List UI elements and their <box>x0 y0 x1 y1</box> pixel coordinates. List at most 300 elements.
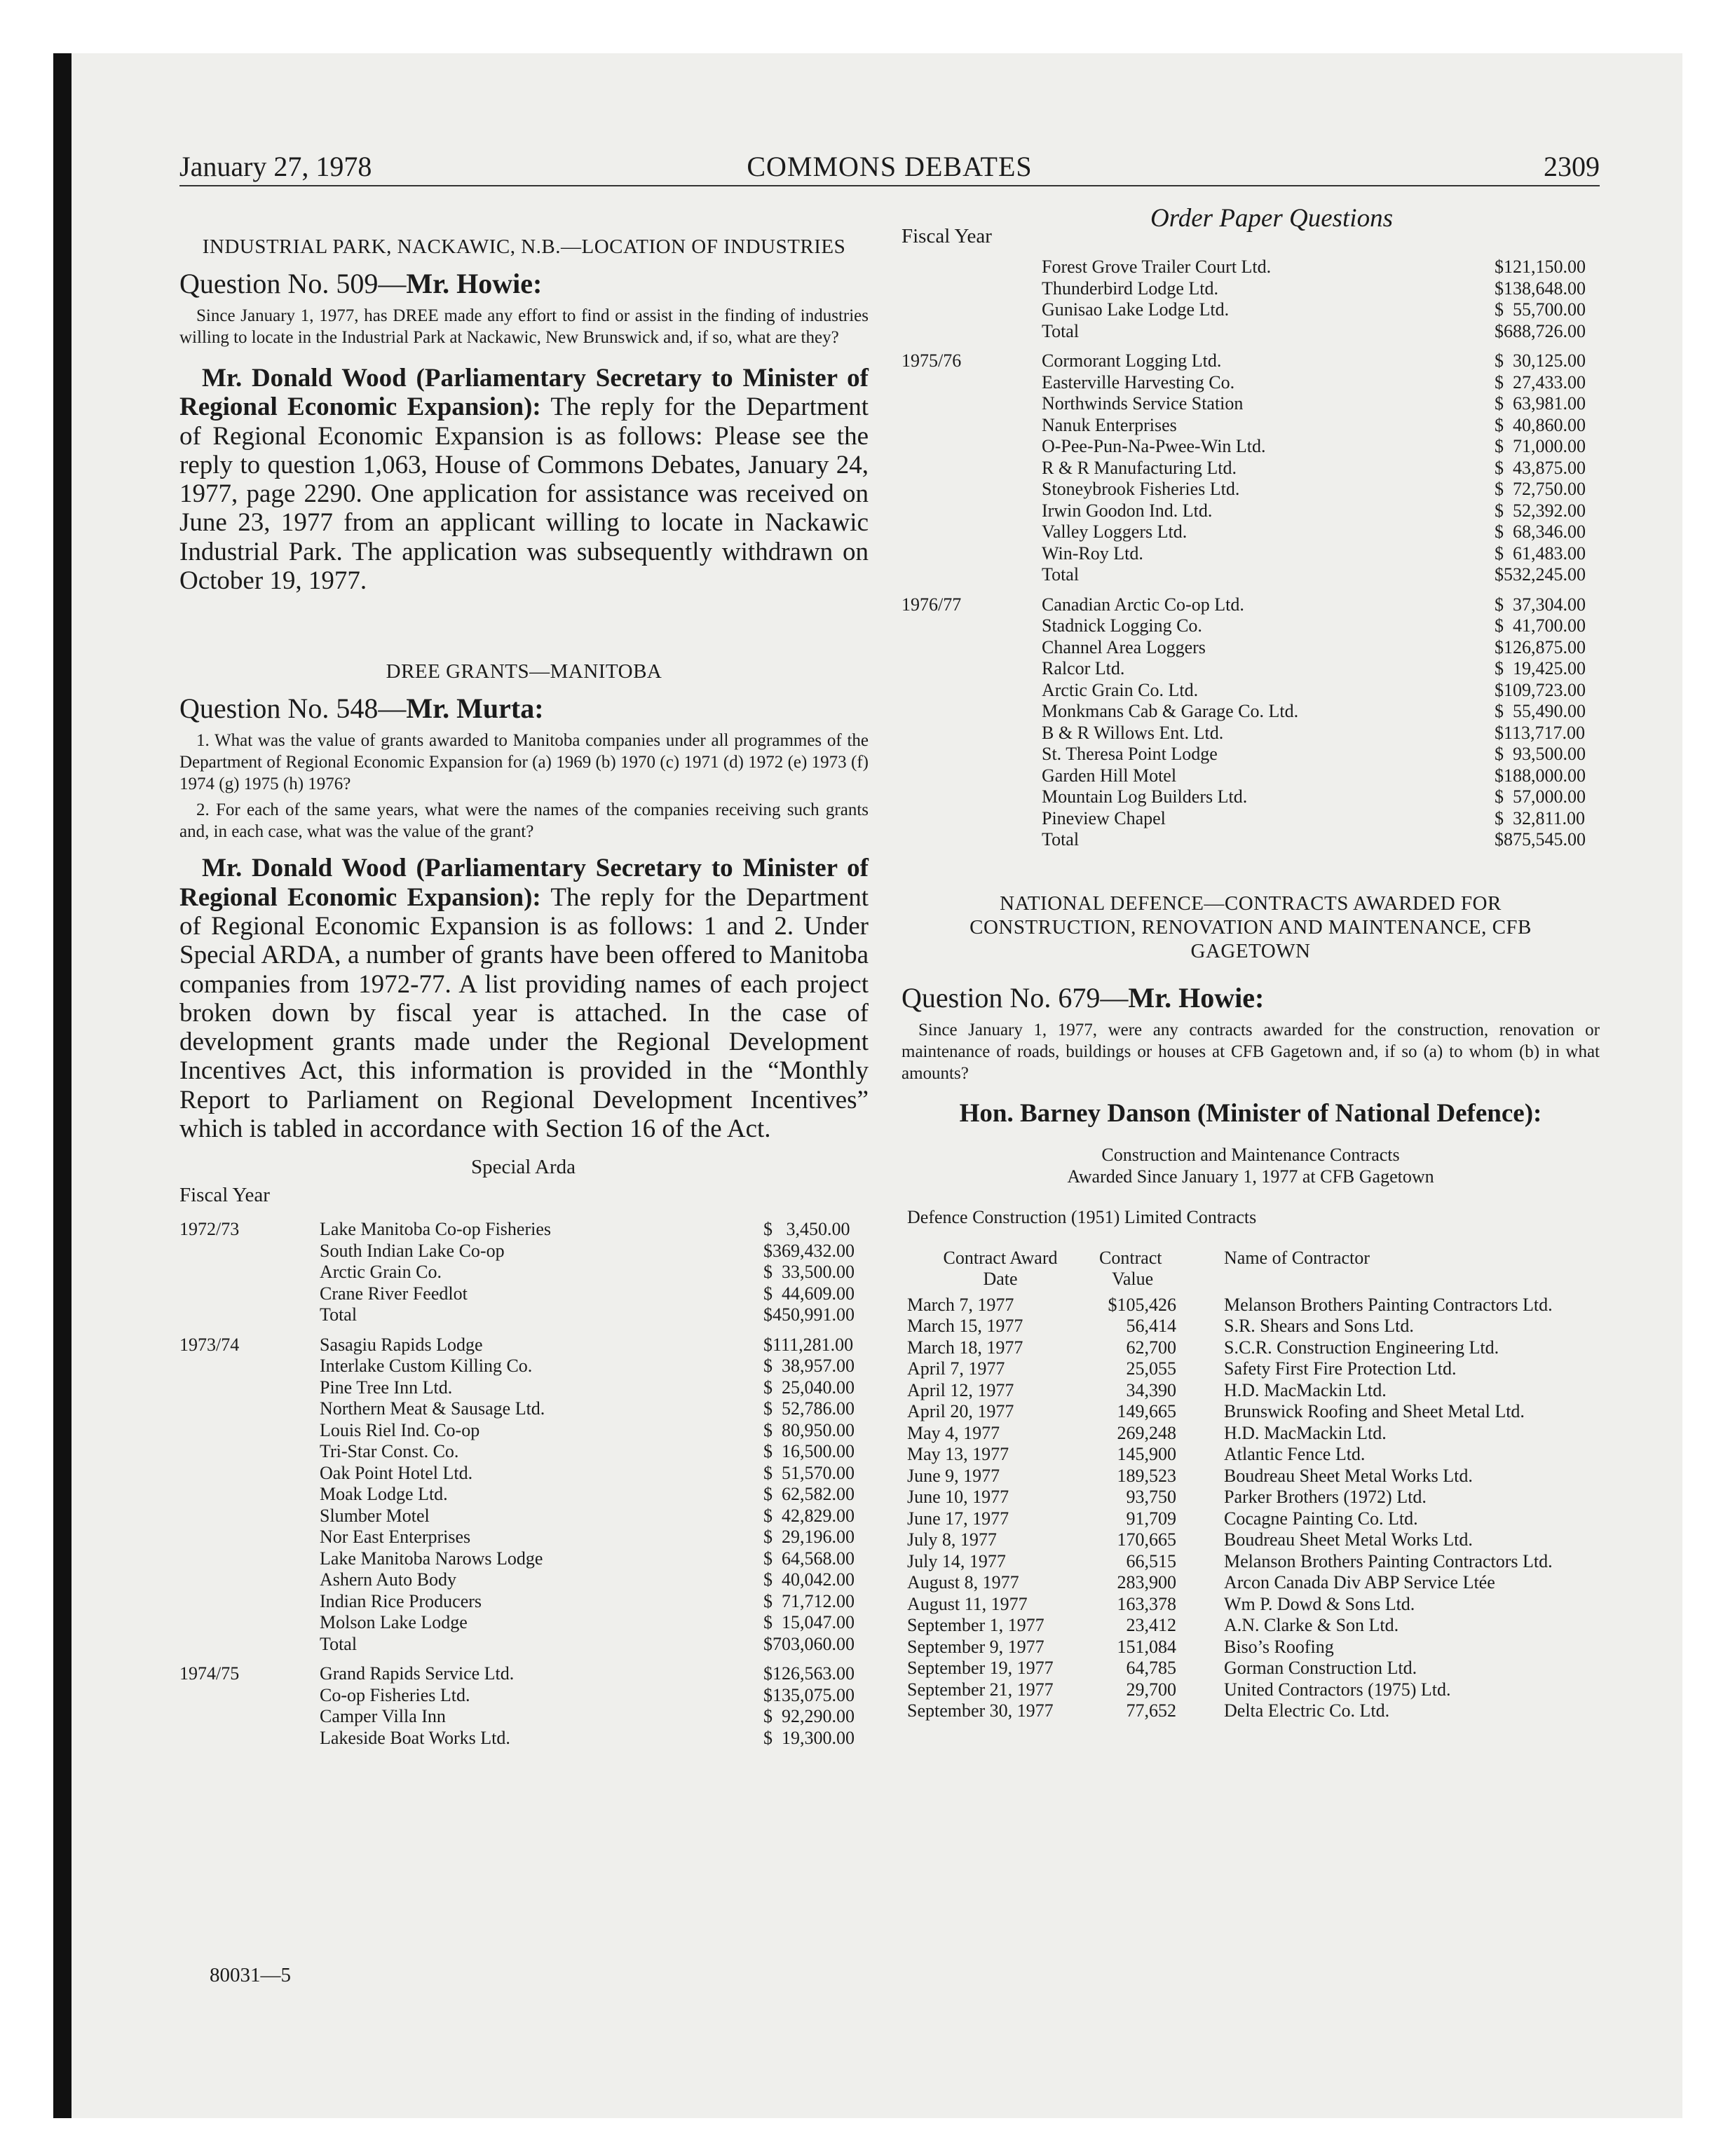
spacer-cell <box>179 1326 869 1335</box>
total-label: Total <box>1042 829 1080 850</box>
contractor-name: Biso’s Roofing <box>1224 1636 1334 1657</box>
grant-amount: $138,648.00 <box>1495 278 1586 299</box>
contract-date: May 13, 1977 <box>907 1444 1009 1464</box>
header-date: January 27, 1978 <box>179 151 372 182</box>
contractor-name: H.D. MacMackin Ltd. <box>1224 1379 1387 1400</box>
contract-row <box>901 1444 1600 1466</box>
grant-total: $875,545.00 <box>1495 829 1586 850</box>
fiscal-year-cell <box>179 1548 320 1570</box>
fiscal-year-cell <box>901 658 1042 680</box>
grant-row <box>179 1663 869 1685</box>
q679-text: Since January 1, 1977, were any contracts awarded for the construction, renovation or maintenance of roads, buildings or houses at CFB Gagetown and, if so (a) to whom (b) in what amounts? <box>901 1020 1600 1083</box>
company-name: Canadian Arctic Co-op Ltd. <box>1042 594 1244 615</box>
contractor-name: A.N. Clarke & Son Ltd. <box>1224 1615 1399 1635</box>
q548-speaker: Mr. Donald Wood (Parliamentary Secretary to Minister of Regional Economic Expansion): <box>179 854 869 912</box>
grant-row <box>901 458 1600 479</box>
contractor-name: S.C.R. Construction Engineering Ltd. <box>1224 1337 1499 1358</box>
company-name: Grand Rapids Service Ltd. <box>320 1663 515 1684</box>
grant-row <box>179 1262 869 1283</box>
fiscal-year-cell: 1974/75 <box>179 1663 240 1684</box>
grant-amount: $ 32,811.00 <box>1495 807 1586 828</box>
grant-amount: $ 80,950.00 <box>763 1419 855 1440</box>
contractor-name: Parker Brothers (1972) Ltd. <box>1224 1487 1427 1507</box>
q509-question-line <box>179 267 869 301</box>
contract-value: 283,900 <box>1117 1572 1176 1592</box>
grant-row <box>179 1527 869 1548</box>
grant-total: $532,245.00 <box>1495 564 1586 585</box>
grant-total-row <box>179 1634 869 1656</box>
contracts-table <box>901 1248 1600 1722</box>
grant-row <box>179 1484 869 1506</box>
grant-row <box>901 278 1600 300</box>
grant-total: $703,060.00 <box>763 1633 855 1654</box>
contract-date: April 12, 1977 <box>907 1379 1014 1400</box>
contract-date: August 8, 1977 <box>907 1572 1019 1592</box>
company-name: Irwin Goodon Ind. Ltd. <box>1042 500 1213 521</box>
special-arda-title: Special Arda <box>471 1156 576 1179</box>
company-name: Nor East Enterprises <box>320 1527 471 1548</box>
contract-row <box>901 1337 1600 1359</box>
fiscal-year-cell <box>901 765 1042 787</box>
contract-row <box>901 1594 1600 1616</box>
fiscal-year-cell <box>179 1262 320 1283</box>
contract-row <box>901 1700 1600 1722</box>
grant-row <box>901 744 1600 765</box>
q548-text-1: 1. What was the value of grants awarded to Manitoba companies under all programmes of the Department of Regional Economic Expansion for (a) 1969 (b) 1970 (c) 1971 (d) 1972 (e) 1973 (f) 1974 (g) 1975 (h) 1976? <box>179 731 869 794</box>
fiscal-year-cell <box>901 786 1042 808</box>
right-column <box>901 203 1600 1722</box>
company-name: South Indian Lake Co-op <box>320 1240 505 1261</box>
fiscal-year-cell: 1976/77 <box>901 594 962 615</box>
grant-row <box>901 393 1600 415</box>
company-name: Lake Manitoba Co-op Fisheries <box>320 1219 551 1240</box>
fiscal-year-cell <box>901 637 1042 659</box>
contractor-name: Wm P. Dowd & Sons Ltd. <box>1224 1593 1415 1614</box>
binding-edge <box>53 53 72 2118</box>
q679-text-block <box>901 1019 1600 1084</box>
grant-total-row <box>901 564 1600 586</box>
q509-answer-block <box>179 364 869 595</box>
company-name: Ashern Auto Body <box>320 1569 456 1590</box>
company-name: Channel Area Loggers <box>1042 636 1206 657</box>
empty-cell <box>901 321 1042 343</box>
contractor-name: H.D. MacMackin Ltd. <box>1224 1422 1387 1443</box>
contract-date: March 15, 1977 <box>907 1316 1023 1336</box>
q679-subtitle-1: Construction and Maintenance Contracts <box>1101 1144 1400 1165</box>
contract-row <box>901 1380 1600 1402</box>
company-name: O-Pee-Pun-Na-Pwee-Win Ltd. <box>1042 436 1266 456</box>
fiscal-year-cell <box>901 701 1042 723</box>
contract-date: September 21, 1977 <box>907 1679 1054 1700</box>
contract-row <box>901 1508 1600 1530</box>
contract-row <box>901 1358 1600 1380</box>
grant-amount: $126,563.00 <box>763 1663 855 1684</box>
q548-asker: Mr. Murta: <box>406 692 544 725</box>
spacer-cell <box>179 1655 869 1663</box>
page-header <box>179 150 1600 186</box>
fiscal-year-cell <box>901 723 1042 744</box>
q679-speaker: Hon. Barney Danson (Minister of National Defence): <box>959 1098 1542 1128</box>
grant-row <box>901 479 1600 500</box>
grant-amount: $ 55,490.00 <box>1495 701 1586 721</box>
company-name: Indian Rice Producers <box>320 1590 482 1611</box>
company-name: St. Theresa Point Lodge <box>1042 744 1218 764</box>
grant-amount: $ 51,570.00 <box>763 1462 855 1483</box>
fiscal-year-cell <box>901 458 1042 479</box>
grant-amount: $ 29,196.00 <box>763 1527 855 1548</box>
contracts-header-row <box>901 1248 1600 1290</box>
fiscal-year-cell <box>179 1591 320 1613</box>
grant-row <box>901 808 1600 830</box>
q509-text-block <box>179 305 869 348</box>
contract-date: July 8, 1977 <box>907 1529 997 1550</box>
grant-amount: $121,150.00 <box>1495 257 1586 277</box>
empty-cell <box>179 1304 320 1326</box>
grant-amount: $ 38,957.00 <box>763 1356 855 1377</box>
grant-amount: $ 57,000.00 <box>1495 786 1586 807</box>
fiscal-year-label-right: Fiscal Year <box>901 225 992 247</box>
fiscal-year-cell <box>179 1463 320 1485</box>
contract-value: 62,700 <box>1126 1337 1176 1358</box>
contract-row <box>901 1679 1600 1701</box>
grant-row <box>179 1728 869 1749</box>
grant-amount: $ 27,433.00 <box>1495 371 1586 393</box>
q509-number: Question No. 509— <box>179 268 407 299</box>
company-name: Ralcor Ltd. <box>1042 658 1125 678</box>
grant-amount: $ 30,125.00 <box>1495 350 1586 371</box>
contract-value: 25,055 <box>1126 1358 1176 1379</box>
grant-row <box>901 500 1600 522</box>
company-name: Gunisao Lake Lodge Ltd. <box>1042 299 1230 320</box>
contract-date: July 14, 1977 <box>907 1550 1006 1571</box>
contract-row <box>901 1551 1600 1573</box>
grant-amount: $109,723.00 <box>1495 679 1586 700</box>
company-name: Lake Manitoba Narows Lodge <box>320 1548 543 1569</box>
footer-code: 80031—5 <box>210 1964 291 1986</box>
contract-value: 66,515 <box>1126 1550 1176 1571</box>
grant-amount: $ 43,875.00 <box>1495 457 1586 478</box>
company-name: Pine Tree Inn Ltd. <box>320 1377 453 1398</box>
company-name: Tri-Star Const. Co. <box>320 1441 459 1462</box>
fiscal-year-cell <box>901 521 1042 543</box>
grant-amount: $ 63,981.00 <box>1495 393 1586 414</box>
q548-text-block <box>179 730 869 842</box>
contract-value: 145,900 <box>1117 1444 1176 1464</box>
fiscal-year-cell <box>179 1685 320 1707</box>
contractor-name: Safety First Fire Protection Ltd. <box>1224 1358 1457 1379</box>
q548-number: Question No. 548— <box>179 692 407 725</box>
contract-date: April 20, 1977 <box>907 1401 1014 1421</box>
company-name: Molson Lake Lodge <box>320 1612 468 1633</box>
total-label: Total <box>320 1633 358 1654</box>
fiscal-year-cell: 1972/73 <box>179 1219 240 1240</box>
contract-date: April 7, 1977 <box>907 1358 1005 1379</box>
grant-row <box>901 786 1600 808</box>
grant-total-row <box>901 321 1600 343</box>
contract-date: September 30, 1977 <box>907 1700 1054 1721</box>
company-name: Co-op Fisheries Ltd. <box>320 1684 470 1705</box>
company-name: Interlake Custom Killing Co. <box>320 1356 533 1377</box>
col-header-value <box>1099 1248 1217 1290</box>
contract-value: 93,750 <box>1126 1487 1176 1507</box>
grant-amount: $ 71,712.00 <box>763 1590 855 1611</box>
company-name: Forest Grove Trailer Court Ltd. <box>1042 257 1272 277</box>
grant-amount: $ 16,500.00 <box>763 1441 855 1462</box>
contractor-name: Brunswick Roofing and Sheet Metal Ltd. <box>1224 1401 1525 1421</box>
grant-total-row <box>901 829 1600 851</box>
contract-row <box>901 1572 1600 1594</box>
contract-value: 23,412 <box>1126 1615 1176 1635</box>
company-name: Crane River Feedlot <box>320 1283 468 1304</box>
total-label: Total <box>1042 564 1080 585</box>
company-name: Win-Roy Ltd. <box>1042 543 1143 564</box>
contract-value: 151,084 <box>1117 1636 1176 1657</box>
fiscal-year-cell <box>901 808 1042 830</box>
grant-row <box>901 372 1600 394</box>
company-name: Lakeside Boat Works Ltd. <box>320 1727 510 1748</box>
fiscal-year-cell <box>901 393 1042 415</box>
fiscal-year-cell <box>179 1527 320 1548</box>
contract-value: 77,652 <box>1126 1700 1176 1721</box>
header-page-number: 2309 <box>1544 151 1600 182</box>
grant-total: $450,991.00 <box>763 1304 855 1325</box>
fiscal-year-cell <box>901 500 1042 522</box>
contract-value: 189,523 <box>1117 1465 1176 1486</box>
contract-date: September 19, 1977 <box>907 1658 1054 1678</box>
contract-row <box>901 1529 1600 1551</box>
contract-row <box>901 1423 1600 1445</box>
q679-question-line <box>901 981 1600 1015</box>
q548-text-2: 2. For each of the same years, what were the names of the companies receiving such grants and, in each case, what was the value of the grant? <box>179 800 869 842</box>
fiscal-year-label-left: Fiscal Year <box>179 1184 270 1207</box>
contract-value: 56,414 <box>1126 1316 1176 1336</box>
grant-row <box>179 1612 869 1634</box>
grant-amount: $ 33,500.00 <box>763 1262 855 1283</box>
company-name: Sasagiu Rapids Lodge <box>320 1334 483 1355</box>
q509-heading: INDUSTRIAL PARK, NACKAWIC, N.B.—LOCATION OF INDUSTRIES <box>202 236 846 258</box>
grant-total: $688,726.00 <box>1495 320 1586 341</box>
contract-row <box>901 1401 1600 1423</box>
contract-value: $105,426 <box>1108 1294 1176 1315</box>
grant-amount: $ 92,290.00 <box>763 1706 855 1727</box>
grant-amount: $ 68,346.00 <box>1495 521 1586 542</box>
grant-amount: $ 15,047.00 <box>763 1612 855 1633</box>
spacer-cell <box>901 586 1600 594</box>
grant-amount: $ 52,786.00 <box>763 1398 855 1419</box>
fiscal-year-cell <box>179 1728 320 1749</box>
grant-amount: $ 93,500.00 <box>1495 744 1586 764</box>
grant-row <box>179 1441 869 1463</box>
grant-row <box>901 658 1600 680</box>
contract-row <box>901 1316 1600 1337</box>
total-label: Total <box>320 1304 358 1325</box>
grant-amount: $ 37,304.00 <box>1495 594 1586 615</box>
contract-date: June 9, 1977 <box>907 1465 1000 1486</box>
company-name: Moak Lodge Ltd. <box>320 1484 448 1505</box>
company-name: Easterville Harvesting Co. <box>1042 371 1235 393</box>
contractor-name: Delta Electric Co. Ltd. <box>1224 1700 1390 1721</box>
company-name: B & R Willows Ent. Ltd. <box>1042 722 1224 743</box>
fiscal-year-cell <box>901 278 1042 300</box>
grant-row <box>901 299 1600 321</box>
spacer-cell <box>901 342 1600 350</box>
grant-amount: $ 44,609.00 <box>763 1283 855 1304</box>
grant-row <box>901 765 1600 787</box>
contractor-name: Boudreau Sheet Metal Works Ltd. <box>1224 1529 1473 1550</box>
fiscal-year-cell <box>901 479 1042 500</box>
company-name: Arctic Grain Co. Ltd. <box>1042 679 1199 700</box>
company-name: Garden Hill Motel <box>1042 765 1177 786</box>
contract-row <box>901 1615 1600 1637</box>
company-name: Northwinds Service Station <box>1042 393 1244 414</box>
contract-value: 91,709 <box>1126 1508 1176 1529</box>
fiscal-year-cell: 1975/76 <box>901 350 962 371</box>
contract-value: 170,665 <box>1117 1529 1176 1550</box>
fiscal-year-cell <box>901 436 1042 458</box>
spacer-row <box>901 342 1600 350</box>
contract-date: September 9, 1977 <box>907 1636 1045 1657</box>
right-fiscal-header <box>901 225 1600 275</box>
grant-amount: $ 52,392.00 <box>1495 500 1586 521</box>
contractor-name: S.R. Shears and Sons Ltd. <box>1224 1316 1414 1336</box>
fiscal-year-cell <box>179 1569 320 1591</box>
grant-amount: $ 40,042.00 <box>763 1569 855 1590</box>
fiscal-year-cell <box>179 1398 320 1420</box>
contractor-name: United Contractors (1975) Ltd. <box>1224 1679 1451 1700</box>
fiscal-year-cell <box>901 372 1042 394</box>
col-header-date <box>901 1248 1099 1290</box>
col-header-name-text: Name of Contractor <box>1224 1247 1370 1268</box>
q509-asker: Mr. Howie: <box>406 268 543 299</box>
company-name: Nanuk Enterprises <box>1042 414 1177 435</box>
grant-row <box>179 1506 869 1527</box>
fiscal-year-cell <box>179 1241 320 1262</box>
grant-amount: $113,717.00 <box>1495 722 1586 743</box>
special-arda-header <box>179 1153 869 1208</box>
grant-amount: $ 61,483.00 <box>1495 543 1586 564</box>
fiscal-year-cell: 1973/74 <box>179 1334 240 1355</box>
q679-subtitle-2: Awarded Since January 1, 1977 at CFB Gagetown <box>1067 1166 1434 1187</box>
company-name: Oak Point Hotel Ltd. <box>320 1462 473 1483</box>
grant-row <box>179 1569 869 1591</box>
company-name: Pineview Chapel <box>1042 807 1166 828</box>
company-name: Mountain Log Builders Ltd. <box>1042 786 1248 807</box>
fiscal-year-cell <box>901 299 1042 321</box>
grant-amount: $ 19,300.00 <box>763 1727 855 1748</box>
grants-table-left <box>179 1219 869 1749</box>
q679-heading: NATIONAL DEFENCE—CONTRACTS AWARDED FOR CONSTRUCTION, RENOVATION AND MAINTENANCE, CFB GAGETOWN <box>969 892 1532 962</box>
contract-row <box>901 1637 1600 1658</box>
grant-amount: $ 62,582.00 <box>763 1484 855 1505</box>
grant-row <box>901 350 1600 372</box>
grant-row <box>179 1335 869 1356</box>
left-column <box>179 235 869 1749</box>
grant-row <box>901 701 1600 723</box>
contract-row <box>901 1290 1600 1316</box>
company-name: Arctic Grain Co. <box>320 1262 442 1283</box>
grants-table-right <box>901 257 1600 851</box>
fiscal-year-cell <box>179 1283 320 1305</box>
grant-row <box>901 723 1600 744</box>
contract-date: September 1, 1977 <box>907 1615 1045 1635</box>
contractor-name: Melanson Brothers Painting Contractors Ltd. <box>1224 1550 1553 1571</box>
contractor-name: Arcon Canada Div ABP Service Ltée <box>1224 1572 1495 1592</box>
grant-row <box>901 436 1600 458</box>
grant-row <box>179 1356 869 1377</box>
q548-heading: DREE GRANTS—MANITOBA <box>386 660 662 683</box>
col-header-value-1: Contract <box>1099 1247 1162 1268</box>
grant-amount: $ 42,829.00 <box>763 1505 855 1526</box>
company-name: Monkmans Cab & Garage Co. Ltd. <box>1042 701 1299 721</box>
grant-row <box>179 1398 869 1420</box>
contract-row <box>901 1487 1600 1508</box>
grant-amount: $ 3,450.00 <box>763 1219 850 1240</box>
empty-cell <box>179 1634 320 1656</box>
contractor-name: Boudreau Sheet Metal Works Ltd. <box>1224 1465 1473 1486</box>
q509-text: Since January 1, 1977, has DREE made any effort to find or assist in the finding of industries willing to locate in the Industrial Park at Nackawic, New Brunswick and, if so, what are they? <box>179 306 869 347</box>
contract-value: 269,248 <box>1117 1422 1176 1443</box>
fiscal-year-cell <box>901 680 1042 702</box>
grant-amount: $369,432.00 <box>763 1240 855 1261</box>
empty-cell <box>901 829 1042 851</box>
grant-total-row <box>179 1304 869 1326</box>
contractor-name: Melanson Brothers Painting Contractors Ltd. <box>1224 1294 1553 1315</box>
section-title: Order Paper Questions <box>1150 204 1393 233</box>
spacer-row <box>179 1326 869 1335</box>
col-header-date-2: Date <box>983 1269 1018 1289</box>
contract-value: 64,785 <box>1126 1658 1176 1678</box>
fiscal-year-cell <box>901 415 1042 437</box>
grant-row <box>901 680 1600 702</box>
fiscal-year-cell <box>179 1356 320 1377</box>
grant-amount: $ 40,860.00 <box>1495 414 1586 435</box>
grant-amount: $188,000.00 <box>1495 765 1586 786</box>
header-title: COMMONS DEBATES <box>747 151 1033 182</box>
fiscal-year-cell <box>179 1441 320 1463</box>
company-name: Thunderbird Lodge Ltd. <box>1042 278 1218 299</box>
fiscal-year-cell <box>179 1706 320 1728</box>
company-name: Valley Loggers Ltd. <box>1042 521 1188 542</box>
q509-speaker: Mr. Donald Wood (Parliamentary Secretary to Minister of Regional Economic Expansion): <box>179 364 869 422</box>
contractor-name: Atlantic Fence Ltd. <box>1224 1444 1366 1464</box>
q509-answer: The reply for the Department of Regional Economic Expansion is as follows: Please see the reply to question 1,063, House of Commons Debates, January 24, 1977, page 2290. One application for assistance was received on June 23, 1977 from an applicant willing to locate in Nackawic Industrial Park. The application was subsequently withdrawn on October 19, 1977. <box>179 393 869 596</box>
grant-row <box>901 594 1600 616</box>
grant-amount: $135,075.00 <box>763 1684 855 1705</box>
grant-row <box>901 415 1600 437</box>
fiscal-year-cell <box>179 1484 320 1506</box>
grant-row <box>179 1219 869 1241</box>
grant-amount: $126,875.00 <box>1495 636 1586 657</box>
grant-amount: $ 55,700.00 <box>1495 299 1586 320</box>
grant-amount: $ 71,000.00 <box>1495 436 1586 456</box>
contractor-name: Cocagne Painting Co. Ltd. <box>1224 1508 1418 1529</box>
q548-answer: The reply for the Department of Regional Economic Expansion is as follows: 1 and 2. Under Special ARDA, a number of grants have been offered to Manitoba companies from 1972-77. A list providing names of each project broken down by fiscal year is attached. In the case of development grants made under the Regional Development Incentives Act, this information is provided in the “Monthly Report to Parliament on Regional Development Incentives” which is tabled in accordance with Section 16 of the Act. <box>179 882 869 1144</box>
fiscal-year-cell <box>179 1612 320 1634</box>
contract-value: 29,700 <box>1126 1679 1176 1700</box>
contract-value: 149,665 <box>1117 1401 1176 1421</box>
fiscal-year-cell <box>901 543 1042 565</box>
contractor-name: Gorman Construction Ltd. <box>1224 1658 1417 1678</box>
q548-question-line <box>179 692 869 725</box>
contract-date: June 17, 1977 <box>907 1508 1009 1529</box>
grant-row <box>179 1377 869 1399</box>
grant-row <box>179 1241 869 1262</box>
spacer-row <box>179 1655 869 1663</box>
grant-amount: $111,281.00 <box>763 1334 854 1355</box>
grant-row <box>901 637 1600 659</box>
grant-row <box>179 1420 869 1442</box>
grant-amount: $ 72,750.00 <box>1495 479 1586 499</box>
